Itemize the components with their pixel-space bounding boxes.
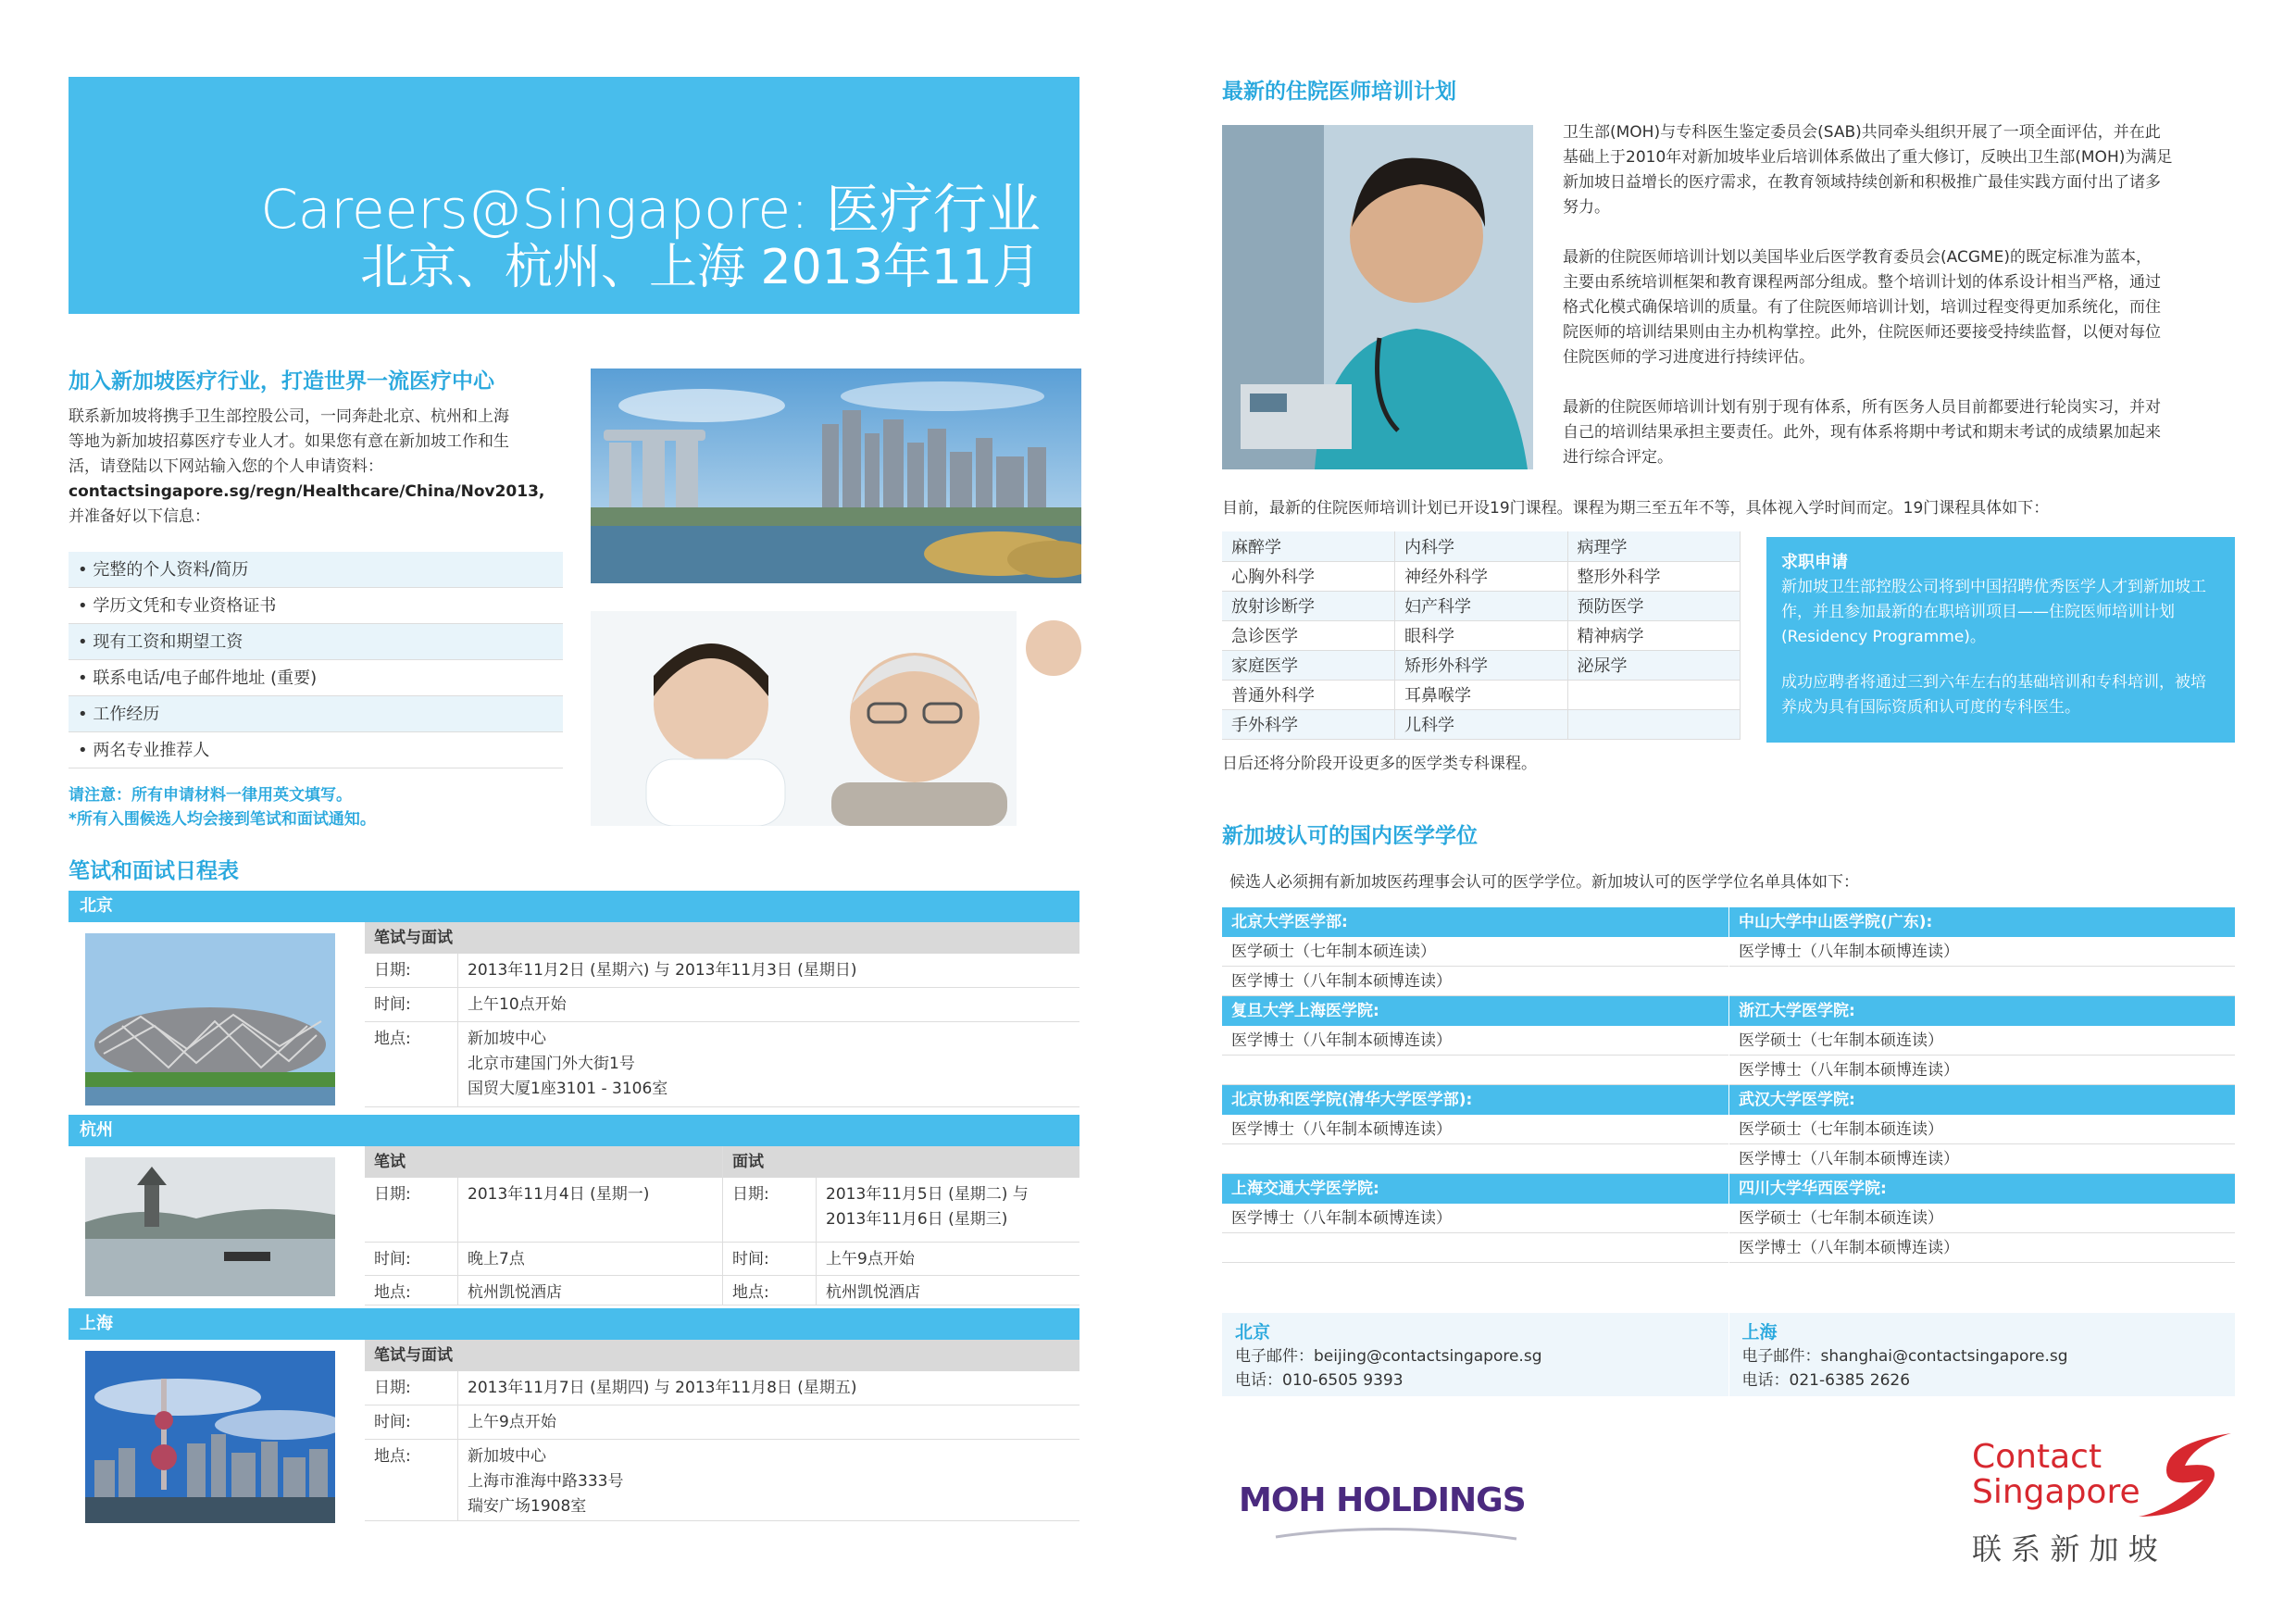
intro-heading: 加入新加坡医疗行业，打造世界一流医疗中心 bbox=[69, 369, 494, 394]
degree-item bbox=[1222, 1056, 1728, 1085]
degree-school: 北京协和医学院(清华大学医学部): bbox=[1222, 1085, 1728, 1115]
label-date: 日期: bbox=[374, 961, 411, 980]
job-box-text-1: 新加坡卫生部控股公司将到中国招聘优秀医学人才到新加坡工作，并且参加最新的在职培训项目——住院医师培训计划(Residency Programme)。 bbox=[1781, 578, 2206, 646]
course-cell: 眼科学 bbox=[1395, 620, 1568, 650]
place-line: 新加坡中心 bbox=[468, 1447, 546, 1466]
contact-shanghai bbox=[1728, 1313, 2236, 1396]
table-row bbox=[1222, 650, 1741, 680]
text-line: 新加坡日益增长的医疗需求，在教育领域持续创新和积极推广最佳实践方面付出了诸多 bbox=[1563, 173, 2161, 192]
hangzhou-written-head: 笔试 bbox=[365, 1146, 722, 1178]
text-line: 自己的培训结果承担主要责任。此外，现有体系将期中考试和期末考试的成绩累加起来 bbox=[1563, 423, 2161, 442]
hangzhou-interview-time: 上午9点开始 bbox=[816, 1243, 1079, 1275]
intro-line: 并准备好以下信息： bbox=[69, 507, 210, 526]
residency-paragraph-1 bbox=[1563, 120, 2239, 220]
course-cell: 妇产科学 bbox=[1395, 591, 1568, 620]
course-cell: 心胸外科学 bbox=[1222, 561, 1395, 591]
intro-line: 等地为新加坡招募医疗专业人才。如果您有意在新加坡工作和生 bbox=[69, 432, 509, 451]
hangzhou-written-date: 2013年11月4日 (星期一) bbox=[457, 1178, 722, 1242]
label-date: 日期: bbox=[374, 1379, 411, 1397]
place-line: 瑞安广场1908室 bbox=[468, 1497, 587, 1516]
beijing-place bbox=[457, 1022, 1079, 1106]
date-line: 2013年11月5日 (星期二) 与 bbox=[826, 1185, 1029, 1204]
hangzhou-interview-place: 杭州凯悦酒店 bbox=[816, 1276, 1079, 1305]
degree-item: 医学博士（八年制本硕博连读） bbox=[1729, 1144, 2235, 1174]
application-notes bbox=[69, 783, 376, 831]
table-row bbox=[1222, 591, 1741, 620]
schedule-heading: 笔试和面试日程表 bbox=[69, 859, 239, 883]
text-line: 主要由系统培训框架和教育课程两部分组成。整个培训计划的体系设计相当严格，通过 bbox=[1563, 273, 2161, 292]
degree-school: 四川大学华西医学院: bbox=[1729, 1174, 2235, 1204]
place-line: 上海市淮海中路333号 bbox=[468, 1472, 624, 1491]
contact-beijing bbox=[1222, 1313, 1728, 1396]
list-item: • 工作经历 bbox=[69, 696, 563, 732]
degree-item: 医学硕士（七年制本硕连读） bbox=[1222, 937, 1728, 967]
text-line: 最新的住院医师培训计划以美国毕业后医学教育委员会(ACGME)的既定标准为蓝本， bbox=[1563, 248, 2152, 267]
course-cell: 急诊医学 bbox=[1222, 620, 1395, 650]
west-lake-photo bbox=[85, 1157, 335, 1296]
course-cell: 病理学 bbox=[1567, 531, 1741, 561]
intro-paragraph bbox=[69, 405, 568, 530]
text-line: 住院医师的学习进度进行持续评估。 bbox=[1563, 348, 1815, 367]
table-row bbox=[1222, 680, 1741, 709]
label-time: 时间: bbox=[374, 1413, 411, 1431]
contact-city: 北京 bbox=[1235, 1322, 1271, 1343]
degree-item bbox=[1222, 1144, 1728, 1174]
degree-school: 武汉大学医学院: bbox=[1729, 1085, 2235, 1115]
moh-logo-text: MOH HOLDINGS bbox=[1239, 1481, 1526, 1519]
note-line: *所有入围候选人均会接到笔试和面试通知。 bbox=[69, 810, 376, 829]
intro-link[interactable]: contactsingapore.sg/regn/Healthcare/China/Nov2013, bbox=[69, 482, 545, 501]
text-line: 基础上于2010年对新加坡毕业后培训体系做出了重大修订，反映出卫生部(MOH)为满足 bbox=[1563, 148, 2173, 167]
hangzhou-written-time: 晚上7点 bbox=[457, 1243, 722, 1275]
degree-item: 医学博士（八年制本硕博连读） bbox=[1222, 967, 1728, 996]
moh-holdings-logo bbox=[1239, 1481, 1535, 1546]
nurse-patient-photo bbox=[591, 611, 1081, 826]
course-cell: 手外科学 bbox=[1222, 709, 1395, 739]
shanghai-place bbox=[457, 1440, 1079, 1520]
beijing-date: 2013年11月2日 (星期六) 与 2013年11月3日 (星期日) bbox=[457, 954, 1079, 987]
course-cell: 家庭医学 bbox=[1222, 650, 1395, 680]
course-cell: 儿科学 bbox=[1395, 709, 1568, 739]
contact-box bbox=[1222, 1313, 2235, 1396]
cs-logo-line1: Contact bbox=[1972, 1438, 2103, 1476]
degree-item: 医学博士（八年制本硕博连读） bbox=[1729, 1056, 2235, 1085]
label-place: 地点: bbox=[374, 1030, 411, 1048]
residency-text bbox=[1563, 120, 2239, 470]
degree-item bbox=[1222, 1233, 1728, 1263]
text-line: 格式化模式确保培训的质量。有了住院医师培训计划，培训过程变得更加系统化，而住 bbox=[1563, 298, 2161, 317]
cs-s-swoosh-icon bbox=[2129, 1424, 2240, 1526]
hangzhou-interview-date bbox=[816, 1178, 1079, 1242]
degree-school: 中山大学中山医学院(广东): bbox=[1729, 907, 2235, 937]
text-line: 院医师的培训结果则由主办机构掌控。此外，住院医师还要接受持续监督，以便对每位 bbox=[1563, 323, 2161, 342]
course-cell: 神经外科学 bbox=[1395, 561, 1568, 591]
courses-outro: 日后还将分阶段开设更多的医学类专科课程。 bbox=[1222, 755, 1537, 773]
shanghai-photo-wrap bbox=[69, 1340, 365, 1553]
intro-line: 联系新加坡将携手卫生部控股公司，一同奔赴北京、杭州和上海 bbox=[69, 407, 509, 426]
contact-email[interactable]: 电子邮件：shanghai@contactsingapore.sg bbox=[1741, 1347, 2068, 1366]
text-line: 进行综合评定。 bbox=[1563, 448, 1673, 467]
degree-item: 医学硕士（七年制本硕连读） bbox=[1729, 1204, 2235, 1233]
header-banner bbox=[69, 77, 1079, 314]
courses-table bbox=[1222, 531, 1741, 740]
beijing-schedule bbox=[69, 891, 1079, 1140]
degree-item: 医学博士（八年制本硕博连读） bbox=[1222, 1115, 1728, 1144]
label-date: 日期: bbox=[732, 1185, 769, 1204]
courses-intro: 目前，最新的住院医师培训计划已开设19门课程。课程为期三至五年不等，具体视入学时间而定。19门课程具体如下： bbox=[1222, 499, 2050, 518]
banner-subtitle: 北京、杭州、上海 2013年11月 bbox=[359, 240, 1041, 295]
intro-line: 活，请登陆以下网站输入您的个人申请资料： bbox=[69, 457, 383, 476]
list-item: • 学历文凭和专业资格证书 bbox=[69, 588, 563, 624]
job-box-text-2: 成功应聘者将通过三到六年左右的基础培训和专科培训，被培养成为具有国际资质和认可度的专科医生。 bbox=[1781, 673, 2206, 717]
degree-school: 浙江大学医学院: bbox=[1729, 996, 2235, 1026]
text-line: 最新的住院医师培训计划有别于现有体系，所有医务人员目前都要进行轮岗实习，并对 bbox=[1563, 398, 2161, 417]
contact-singapore-logo bbox=[1972, 1424, 2240, 1572]
banner-title: Careers@Singapore: 医疗行业 bbox=[260, 178, 1041, 241]
place-line: 北京市建国门外大街1号 bbox=[468, 1055, 635, 1073]
degree-school: 北京大学医学部: bbox=[1222, 907, 1728, 937]
label-place: 地点: bbox=[374, 1447, 411, 1466]
label-time: 时间: bbox=[374, 1250, 411, 1268]
place-line: 国贸大厦1座3101 - 3106室 bbox=[468, 1080, 668, 1098]
list-item: • 两名专业推荐人 bbox=[69, 732, 563, 768]
degree-item: 医学博士（八年制本硕博连读） bbox=[1222, 1026, 1728, 1056]
beijing-time: 上午10点开始 bbox=[457, 988, 1079, 1021]
label-place: 地点: bbox=[374, 1283, 411, 1302]
table-row bbox=[1222, 561, 1741, 591]
shanghai-time: 上午9点开始 bbox=[457, 1405, 1079, 1439]
doctor-photo bbox=[1222, 125, 1533, 469]
hangzhou-interview-head: 面试 bbox=[723, 1146, 1079, 1178]
degree-item: 医学博士（八年制本硕博连读） bbox=[1222, 1204, 1728, 1233]
degree-item: 医学博士（八年制本硕博连读） bbox=[1729, 1233, 2235, 1263]
city-bar-shanghai: 上海 bbox=[69, 1308, 1079, 1340]
text-line: 努力。 bbox=[1563, 198, 1610, 217]
degree-school: 复旦大学上海医学院: bbox=[1222, 996, 1728, 1026]
shanghai-date: 2013年11月7日 (星期四) 与 2013年11月8日 (星期五) bbox=[457, 1371, 1079, 1405]
residency-paragraph-2 bbox=[1563, 245, 2239, 370]
label-time: 时间: bbox=[374, 995, 411, 1014]
degrees-right-column bbox=[1728, 907, 2235, 1263]
cs-logo-line2: Singapore bbox=[1972, 1473, 2140, 1511]
degree-school: 上海交通大学医学院: bbox=[1222, 1174, 1728, 1204]
course-cell: 整形外科学 bbox=[1567, 561, 1741, 591]
degrees-left-column bbox=[1222, 907, 1728, 1263]
singapore-skyline-photo bbox=[591, 369, 1081, 583]
moh-logo-swoosh bbox=[1239, 1524, 1535, 1543]
hangzhou-schedule bbox=[69, 1115, 1079, 1305]
degrees-intro: 候选人必须拥有新加坡医药理事会认可的医学学位。新加坡认可的医学学位名单具体如下： bbox=[1229, 873, 1859, 892]
shanghai-schedule bbox=[69, 1308, 1079, 1553]
course-cell: 内科学 bbox=[1395, 531, 1568, 561]
list-item: • 完整的个人资料/简历 bbox=[69, 552, 563, 588]
label-date: 日期: bbox=[374, 1185, 411, 1204]
course-cell bbox=[1567, 709, 1741, 739]
course-cell: 普通外科学 bbox=[1222, 680, 1395, 709]
contact-city: 上海 bbox=[1741, 1322, 1778, 1343]
required-info-list bbox=[69, 552, 563, 768]
beijing-photo-wrap bbox=[69, 922, 365, 1140]
residency-heading: 最新的住院医师培训计划 bbox=[1222, 80, 1456, 104]
place-line: 新加坡中心 bbox=[468, 1030, 546, 1048]
contact-email[interactable]: 电子邮件：beijing@contactsingapore.sg bbox=[1235, 1347, 1542, 1366]
degree-item: 医学博士（八年制本硕博连读） bbox=[1729, 937, 2235, 967]
course-cell: 预防医学 bbox=[1567, 591, 1741, 620]
city-bar-hangzhou: 杭州 bbox=[69, 1115, 1079, 1146]
text-line: 卫生部(MOH)与专科医生鉴定委员会(SAB)共同牵头组织开展了一项全面评估，并在此 bbox=[1563, 123, 2161, 142]
course-cell bbox=[1567, 680, 1741, 709]
shanghai-table-head: 笔试与面试 bbox=[365, 1340, 1079, 1371]
residency-paragraph-3 bbox=[1563, 395, 2239, 470]
course-cell: 耳鼻喉学 bbox=[1395, 680, 1568, 709]
hangzhou-photo-wrap bbox=[69, 1146, 365, 1305]
beijing-table-head: 笔试与面试 bbox=[365, 922, 1079, 954]
degree-item: 医学硕士（七年制本硕连读） bbox=[1729, 1026, 2235, 1056]
table-row bbox=[1222, 709, 1741, 739]
cs-logo-chinese: 联 系 新 加 坡 bbox=[1972, 1531, 2158, 1567]
contact-phone: 电话：010-6505 9393 bbox=[1235, 1371, 1404, 1390]
course-cell: 放射诊断学 bbox=[1222, 591, 1395, 620]
course-cell: 麻醉学 bbox=[1222, 531, 1395, 561]
course-cell: 精神病学 bbox=[1567, 620, 1741, 650]
course-cell: 泌尿学 bbox=[1567, 650, 1741, 680]
contact-phone: 电话：021-6385 2626 bbox=[1741, 1371, 1911, 1390]
degrees-heading: 新加坡认可的国内医学学位 bbox=[1222, 824, 1478, 848]
course-cell: 矫形外科学 bbox=[1395, 650, 1568, 680]
city-bar-beijing: 北京 bbox=[69, 891, 1079, 922]
label-place: 地点: bbox=[732, 1283, 769, 1302]
degree-item bbox=[1729, 967, 2235, 996]
note-line: 请注意：所有申请材料一律用英文填写。 bbox=[69, 786, 352, 805]
label-time: 时间: bbox=[732, 1250, 769, 1268]
hangzhou-written-place: 杭州凯悦酒店 bbox=[457, 1276, 722, 1305]
date-line: 2013年11月6日 (星期三) bbox=[826, 1210, 1008, 1229]
degree-item: 医学硕士（七年制本硕连读） bbox=[1729, 1115, 2235, 1144]
birds-nest-photo bbox=[85, 933, 335, 1106]
list-item: • 联系电话/电子邮件地址 (重要) bbox=[69, 660, 563, 696]
table-row bbox=[1222, 531, 1741, 561]
job-application-box bbox=[1766, 537, 2235, 743]
pudong-skyline-photo bbox=[85, 1351, 335, 1523]
list-item: • 现有工资和期望工资 bbox=[69, 624, 563, 660]
job-box-title: 求职申请 bbox=[1781, 553, 1848, 572]
table-row bbox=[1222, 620, 1741, 650]
